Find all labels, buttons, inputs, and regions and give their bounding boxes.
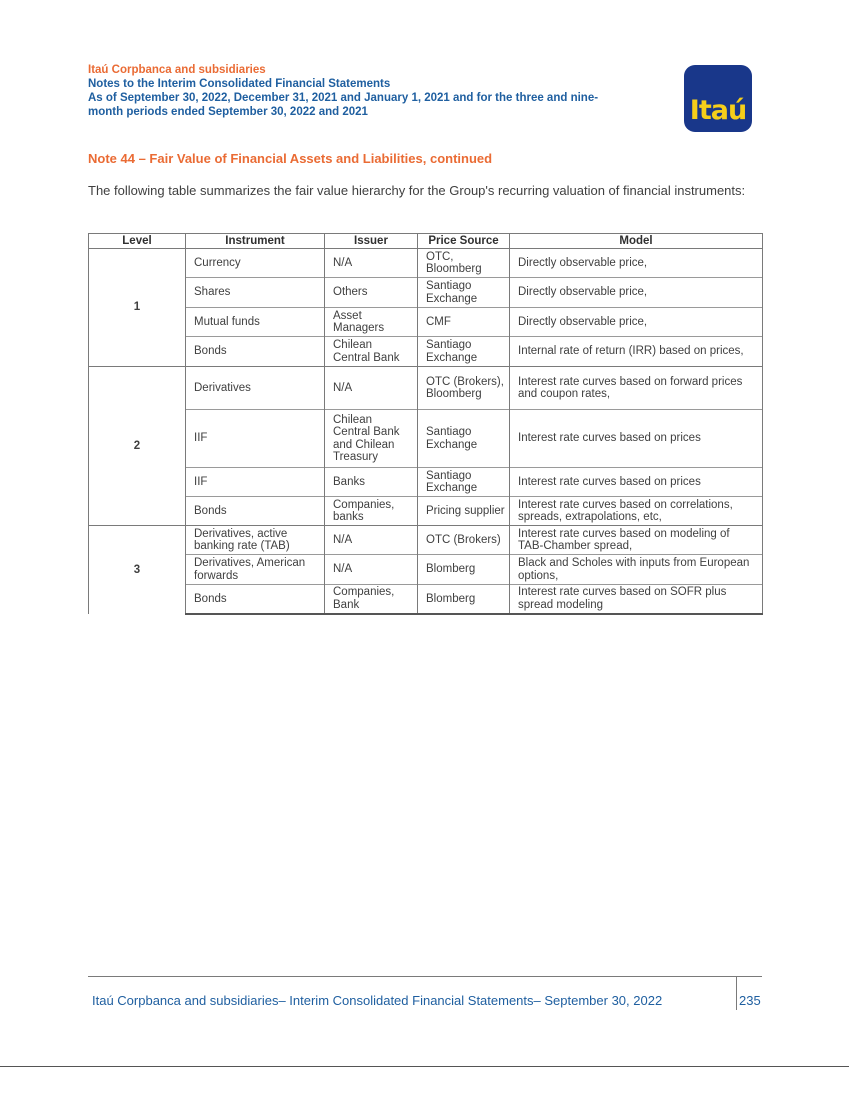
table-row — [89, 249, 763, 278]
table-row — [89, 337, 763, 367]
footer-page-separator — [736, 977, 737, 1010]
issuer-cell: Companies, banks — [325, 497, 418, 526]
header-level: Level — [89, 234, 186, 249]
document-header — [88, 63, 668, 119]
instrument-cell: Derivatives — [186, 367, 325, 410]
instrument-cell: Mutual funds — [186, 308, 325, 337]
table-header-row — [89, 234, 763, 249]
issuer-cell: Companies, Bank — [325, 585, 418, 614]
issuer-cell: N/A — [325, 249, 418, 278]
issuer-cell: Chilean Central Bank and Chilean Treasury — [325, 410, 418, 468]
issuer-cell: Asset Managers — [325, 308, 418, 337]
footer-text: Itaú Corpbanca and subsidiaries– Interim Consolidated Financial Statements– September 30, 2022 — [92, 993, 663, 1008]
footer-divider — [88, 976, 762, 977]
fair-value-hierarchy-table — [88, 233, 763, 615]
note-title: Note 44 – Fair Value of Financial Assets and Liabilities, continued — [88, 151, 493, 166]
table-row — [89, 497, 763, 526]
level-cell: 3 — [89, 526, 186, 614]
price-source-cell: CMF — [418, 308, 510, 337]
company-name: Itaú Corpbanca and subsidiaries — [88, 64, 266, 76]
instrument-cell: Bonds — [186, 337, 325, 367]
price-source-cell: OTC (Brokers), Bloomberg — [418, 367, 510, 410]
header-instrument: Instrument — [186, 234, 325, 249]
model-cell: Black and Scholes with inputs from European options, — [510, 555, 763, 585]
issuer-cell: N/A — [325, 367, 418, 410]
intro-paragraph: The following table summarizes the fair value hierarchy for the Group's recurring valuation of financial instruments: — [88, 183, 746, 198]
header-line-2: As of September 30, 2022, December 31, 2021 and January 1, 2021 and for the three and nine- — [88, 92, 599, 104]
table-row — [89, 526, 763, 555]
issuer-cell: Others — [325, 278, 418, 308]
instrument-cell: Currency — [186, 249, 325, 278]
header-price-source: Price Source — [418, 234, 510, 249]
model-cell: Directly observable price, — [510, 249, 763, 278]
table-row — [89, 278, 763, 308]
header-line-1: Notes to the Interim Consolidated Financial Statements — [88, 78, 391, 90]
instrument-cell: IIF — [186, 468, 325, 497]
instrument-cell: IIF — [186, 410, 325, 468]
instrument-cell: Shares — [186, 278, 325, 308]
model-cell: Interest rate curves based on modeling of TAB-Chamber spread, — [510, 526, 763, 555]
table-row — [89, 468, 763, 497]
price-source-cell: Blomberg — [418, 555, 510, 585]
issuer-cell: N/A — [325, 555, 418, 585]
model-cell: Internal rate of return (IRR) based on prices, — [510, 337, 763, 367]
model-cell: Interest rate curves based on SOFR plus spread modeling — [510, 585, 763, 614]
level-cell: 2 — [89, 367, 186, 526]
price-source-cell: OTC, Bloomberg — [418, 249, 510, 278]
model-cell: Interest rate curves based on correlations, spreads, extrapolations, etc, — [510, 497, 763, 526]
model-cell: Interest rate curves based on forward prices and coupon rates, — [510, 367, 763, 410]
table-row — [89, 585, 763, 614]
itau-logo — [684, 65, 752, 132]
header-model: Model — [510, 234, 763, 249]
price-source-cell: Santiago Exchange — [418, 278, 510, 308]
price-source-cell: Santiago Exchange — [418, 468, 510, 497]
price-source-cell: OTC (Brokers) — [418, 526, 510, 555]
header-issuer: Issuer — [325, 234, 418, 249]
logo-text: Itaú — [689, 95, 747, 126]
table-row — [89, 308, 763, 337]
price-source-cell: Blomberg — [418, 585, 510, 614]
instrument-cell: Derivatives, American forwards — [186, 555, 325, 585]
table-row — [89, 410, 763, 468]
price-source-cell: Santiago Exchange — [418, 337, 510, 367]
model-cell: Interest rate curves based on prices — [510, 410, 763, 468]
model-cell: Directly observable price, — [510, 308, 763, 337]
instrument-cell: Bonds — [186, 497, 325, 526]
table-row — [89, 367, 763, 410]
price-source-cell: Santiago Exchange — [418, 410, 510, 468]
issuer-cell: Banks — [325, 468, 418, 497]
issuer-cell: N/A — [325, 526, 418, 555]
model-cell: Directly observable price, — [510, 278, 763, 308]
instrument-cell: Bonds — [186, 585, 325, 614]
table-row — [89, 555, 763, 585]
model-cell: Interest rate curves based on prices — [510, 468, 763, 497]
issuer-cell: Chilean Central Bank — [325, 337, 418, 367]
level-cell: 1 — [89, 249, 186, 367]
header-line-3: month periods ended September 30, 2022 and 2021 — [88, 106, 368, 118]
instrument-cell: Derivatives, active banking rate (TAB) — [186, 526, 325, 555]
price-source-cell: Pricing supplier — [418, 497, 510, 526]
page-bottom-edge — [0, 1066, 849, 1067]
page-number: 235 — [739, 993, 761, 1008]
